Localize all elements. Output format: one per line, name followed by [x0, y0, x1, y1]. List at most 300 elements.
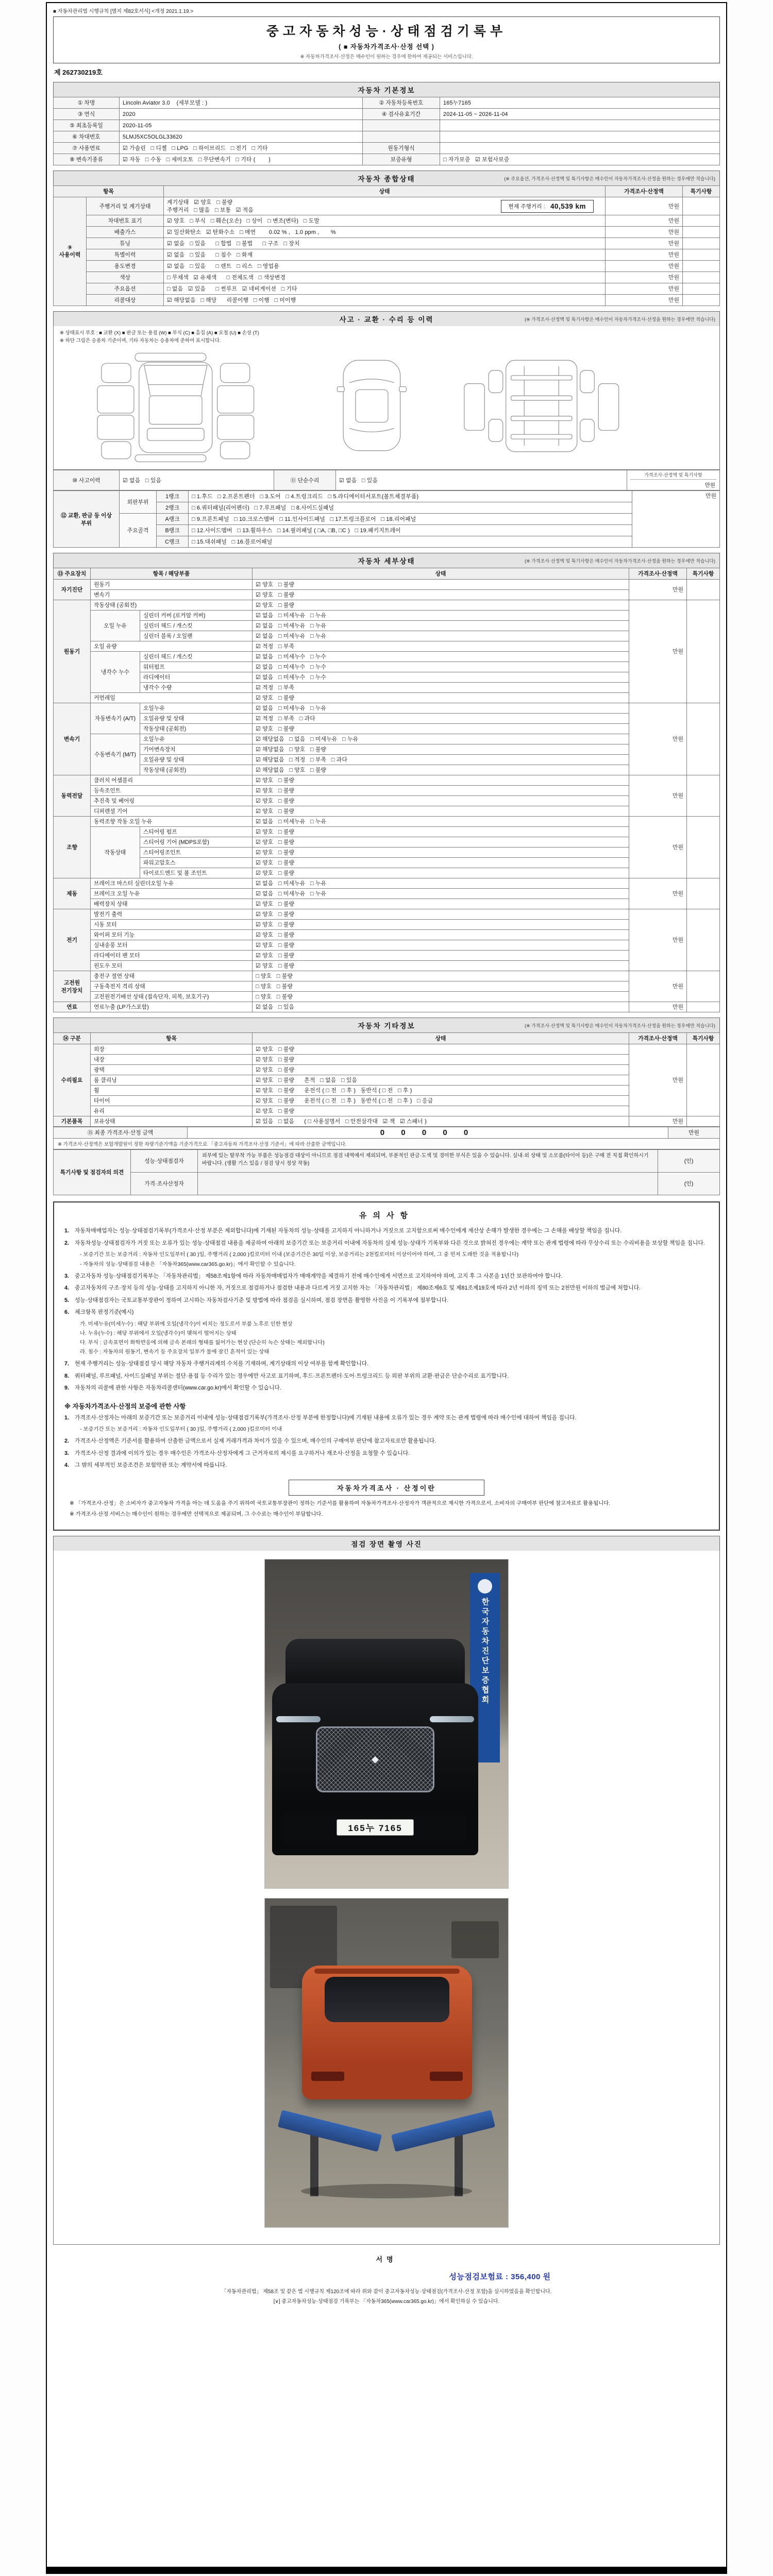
device-status-cell[interactable]: □ 양호 □ 불량: [253, 992, 629, 1002]
price-cell: 만원: [606, 215, 683, 227]
rank-items[interactable]: □ 1.후드 □ 2.프론트펜더 □ 3.도어 □ 4.트렁크리드 □ 5.라디에이터서포트(볼트체결부품): [189, 491, 632, 502]
device-status-cell[interactable]: □ 양호 □ 불량: [253, 971, 629, 981]
device-status-cell[interactable]: ☑ 해당없음 □ 없음 □ 미세누유 □ 누유: [253, 734, 629, 744]
document-title: 중고자동차성능·상태점검기록부: [266, 24, 507, 39]
notice-item-text: 중고자동차 성능·상태점검기록부는 「자동차관리법」 제58조제1항에 따라 자동차매매업자가 매매계약을 체결하기 전에 매수인에게 서면으로 고지하여야 하며, 고지 후 그 사본을 1년간 보관하여야 합니다.: [75, 1273, 563, 1279]
device-status-cell[interactable]: ☑ 양호 □ 불량: [253, 868, 629, 878]
inspection-photo-front: [264, 1559, 509, 1889]
opinion-text-inspector: 외부에 있는 탈부착 가능 부품은 성능점검 대상이 아니므로 점검 내역에서 제외되며, 부분적인 판금·도색 및 경미한 부식은 있을 수 있습니다. 실내·외 상태 및 소모품(타이어 등)은 구매 전 직접 확인하시기 바랍니다. (생활 기스 있음 / 점검 당시 정상 작동): [198, 1150, 658, 1173]
device-row: [54, 744, 720, 755]
device-row: [54, 641, 720, 652]
note-cell: [683, 215, 720, 227]
note-cell: [683, 283, 720, 295]
device-row: [54, 631, 720, 641]
device-item-label: 보유상태: [91, 1116, 253, 1127]
basic-field-value: 165누7165: [440, 97, 720, 109]
device-row: [54, 611, 720, 621]
rank-label: 1랭크: [157, 491, 189, 502]
opinion-row-appraiser: [54, 1173, 720, 1195]
section-etc: [53, 1018, 720, 1195]
basic-info-row: [54, 109, 720, 120]
device-item-label: 커먼레일: [91, 693, 253, 703]
lift-ramp-left: [278, 2110, 382, 2151]
summary-status-cell[interactable]: ☑ 양호 □ 부식 □ 훼손(오손) □ 상이 □ 변조(변타) □ 도말: [164, 215, 606, 227]
rank-label: 2랭크: [157, 502, 189, 514]
device-row: [54, 1116, 720, 1127]
accident-header: [53, 311, 720, 326]
basic-info-header: [53, 82, 720, 97]
car-rear: [302, 1965, 472, 2099]
price-cell: 만원: [606, 261, 683, 272]
summary-item-label: 주요옵션: [87, 283, 164, 295]
device-row: [54, 672, 720, 683]
document-subtitle: ( ■ 자동차가격조사·산정 선택 ): [339, 43, 434, 50]
device-row: [54, 940, 720, 951]
notice-item-text: 체크항목 판정기준(예시): [75, 1309, 134, 1316]
price-cell: 만원: [606, 272, 683, 283]
headlight-right: [430, 1716, 474, 1722]
device-status-cell[interactable]: ☑ 없음 □ 미세누유 □ 누유: [253, 621, 629, 631]
device-item-label: 와이퍼 모터 기능: [91, 930, 253, 940]
device-item-label: 브레이크 오일 누유: [91, 889, 253, 899]
top-view-diagram: [337, 361, 406, 451]
device-row: [54, 868, 720, 878]
note-cell: [683, 295, 720, 306]
simple-repair-status[interactable]: ☑ 없음 □ 있음: [336, 470, 627, 490]
device-status-cell[interactable]: ☑ 적정 □ 부족 □ 과다: [253, 714, 629, 724]
device-row: [54, 600, 720, 611]
notice-item-number: 8.: [64, 1372, 70, 1379]
taillight-right: [430, 2072, 463, 2081]
device-item-label: 타이로드엔드 및 볼 조인트: [140, 868, 253, 878]
document-header: [53, 16, 720, 63]
basic-info-row: [54, 120, 720, 131]
notice-item-text: 중고자동차의 구조·장치 등의 성능·상태를 고지하지 아니한 자, 거짓으로 점검하거나 점검한 내용과 다르게 거짓 고지한 자는 「자동차관리법」 제80조제6호 및 제81조제19호에 따라 2년 이하의 징역 또는 2천만원 이하의 벌금에 처합니다.: [75, 1285, 641, 1292]
device-item-label: 오일유량 및 상태: [140, 714, 253, 724]
device-item-label: 디퍼렌셜 기어: [91, 806, 253, 817]
association-banner-text: 한국자동차진단보증협회: [480, 1597, 490, 1705]
device-item-label: 등속조인트: [91, 786, 253, 796]
price-cell: 만원: [606, 197, 683, 215]
note-cell: [687, 971, 720, 1002]
note-cell: [683, 249, 720, 261]
notice-item-number: 5.: [64, 1297, 70, 1303]
basic-field-label: ⑧ 변속기종류: [54, 154, 120, 165]
price-cell: 만원: [629, 1116, 687, 1127]
device-item-label: 작동상태 (공회전): [140, 765, 253, 775]
note-cell: [687, 775, 720, 817]
vehicle-damage-diagram: [59, 346, 714, 466]
device-header-row: [54, 568, 720, 580]
etc-table: [53, 1032, 720, 1127]
opinion-row-inspector: [54, 1150, 720, 1173]
summary-row: [54, 238, 720, 249]
exchange-panel-table: [53, 490, 720, 548]
basic-info-row: [54, 97, 720, 109]
price-note-header: 가격조사·산정액 및 특기사항: [630, 471, 716, 480]
summary-header: [53, 171, 720, 185]
device-item-label: 스티어링 기어 (MDPS포함): [140, 837, 253, 848]
basic-field-value[interactable]: ☑ 가솔린 □ 디젤 □ LPG □ 하이브리드 □ 전기 □ 기타: [120, 143, 363, 154]
basic-field-label: ⑦ 사용연료: [54, 143, 120, 154]
device-sub-label: 수동변속기 (M/T): [91, 734, 140, 775]
device-status-cell[interactable]: ☑ 있음 □ 없음 ( □ 사용설명서 □ 안전삼각대 ☑ 잭 ☑ 스패너 ): [253, 1116, 629, 1127]
notice-item-subitem: 다. 부식 : 금속표면이 화학반응에 의해 금속 본래의 형태를 잃어가는 현상 (단순히 녹슨 상태는 제외합니다): [80, 1340, 325, 1346]
device-status-cell[interactable]: ☑ 없음 □ 있음: [253, 1002, 629, 1012]
note-cell: [683, 238, 720, 249]
rank-items[interactable]: □ 15.대쉬패널 □ 16.플로어패널: [189, 536, 632, 548]
device-row: [54, 1002, 720, 1012]
device-status-cell[interactable]: ☑ 해당없음 □ 양호 □ 불량: [253, 744, 629, 755]
gauge-status-line[interactable]: 계기상태 ☑ 양호 □ 불량: [167, 199, 233, 206]
photo-area: [53, 1551, 720, 2245]
device-status-cell[interactable]: ☑ 양호 □ 불량: [253, 1044, 629, 1055]
device-status-cell[interactable]: ☑ 양호 □ 불량: [253, 930, 629, 940]
summary-status-cell[interactable]: □ 없음 ☑ 있음 □ 썬루프 ☑ 네비게이션 □ 기타: [164, 283, 606, 295]
device-header-row: [54, 1033, 720, 1044]
summary-row: [54, 249, 720, 261]
notice-item: [64, 1372, 709, 1381]
summary-item-label: 용도변경: [87, 261, 164, 272]
notice-item-subitem: 라. 침수 : 자동차의 원동기, 변속기 등 주요장치 일부가 물에 잠긴 흔적이 있는 상태: [80, 1349, 270, 1355]
device-item-label: 실린더 블록 / 오일팬: [140, 631, 253, 641]
device-item-label: 냉각수 수량: [140, 683, 253, 693]
device-item-label: 작동상태 (공회전): [91, 600, 253, 611]
device-item-label: 오일누유: [140, 734, 253, 744]
warranty-item-text: 그 밖의 세부적인 보증조건은 보험약관 또는 계약서에 따릅니다.: [75, 1462, 227, 1469]
col-header-note: 특기사항: [687, 1033, 720, 1044]
device-group-label: 조향: [54, 817, 91, 878]
device-status-cell[interactable]: ☑ 없음 □ 미세누수 □ 누수: [253, 662, 629, 672]
device-status-cell[interactable]: ☑ 양호 □ 불량: [253, 724, 629, 734]
device-row: [54, 775, 720, 786]
device-item-label: 실린더 헤드 / 개스킷: [140, 652, 253, 662]
etc-header: [53, 1018, 720, 1032]
definition-line: ※ 가격조사·산정 서비스는 매수인이 원하는 경우에만 선택적으로 제공되며, 그 수수료는 매수인이 부담합니다.: [70, 1511, 323, 1517]
device-row: [54, 693, 720, 703]
notice-item-subitem: 가. 미세누유(미세누수) : 해당 부위에 오일(냉각수)이 비치는 정도로서 부품 노후로 인한 현상: [80, 1321, 293, 1327]
accident-history-label: ⑩ 사고이력: [54, 470, 120, 490]
device-status-cell[interactable]: ☑ 없음 □ 미세누유 □ 누유: [253, 889, 629, 899]
warranty-item-number: 4.: [64, 1462, 70, 1469]
warranty-item: [64, 1414, 709, 1422]
note-cell: [683, 227, 720, 238]
price-basis-row: [54, 1139, 720, 1149]
device-status-cell[interactable]: ☑ 양호 □ 불량 운전석 ( □ 전 □ 후 ) 동반석 ( □ 전 □ 후 ): [253, 1086, 629, 1096]
device-item-label: 충전구 절연 상태: [91, 971, 253, 981]
device-status-cell[interactable]: □ 양호 □ 불량: [253, 981, 629, 992]
col-header-device: ⑬ 주요장치: [54, 568, 91, 580]
warranty-item-number: 2.: [64, 1438, 70, 1445]
notice-item-subitem: 나. 누유(누수) : 해당 부위에서 오일(냉각수)이 맺혀서 떨어지는 상태: [80, 1330, 237, 1336]
device-item-label: 동력조향 작동 오일 누유: [91, 817, 253, 827]
headlight-left: [276, 1716, 321, 1722]
device-sub-label: 오일 누유: [91, 611, 140, 641]
device-status-cell[interactable]: ☑ 양호 □ 불량: [253, 786, 629, 796]
warranty-item-subitem: - 보증기간 또는 보증거리 : 자동차 인도일부터 ( 30 )일, 주행거리 ( 2,000 )킬로미터 이내: [80, 1427, 282, 1433]
summary-item-label: 배출가스: [87, 227, 164, 238]
photos-header: [53, 1536, 720, 1551]
device-status-cell[interactable]: ☑ 해당없음 □ 적정 □ 부족 □ 과다: [253, 755, 629, 765]
col-header-price: 가격조사·산정액: [629, 1033, 687, 1044]
opinion-author-appraiser: 가격·조사산정자: [131, 1173, 198, 1195]
final-price-table: [53, 1127, 720, 1149]
section-accident-history: [53, 311, 720, 548]
summary-status-cell[interactable]: ☑ 없음 □ 있음 □ 침수 □ 화재: [164, 249, 606, 261]
device-status-cell[interactable]: ☑ 없음 □ 미세누유 □ 누유: [253, 703, 629, 714]
accident-diagram-area: [53, 326, 720, 470]
price-cell: 만원: [629, 1002, 687, 1012]
device-row: [54, 827, 720, 837]
device-status-cell[interactable]: ☑ 양호 □ 불량: [253, 961, 629, 971]
device-item-label: 실린더 커버 (로커암 커버): [140, 611, 253, 621]
note-cell: [683, 197, 720, 215]
mileage-row: [167, 198, 602, 214]
insurance-fee: 성능점검보험료 : 356,400 원: [449, 2272, 551, 2281]
device-status-cell[interactable]: ☑ 양호 □ 불량 흔적 □ 없음 □ 있음: [253, 1075, 629, 1086]
device-status-cell[interactable]: ☑ 양호 □ 불량 운전석 ( □ 전 □ 후 ) 동반석 ( □ 전 □ 후 ) □ 응급: [253, 1096, 629, 1106]
notice-item-number: 7.: [64, 1361, 70, 1367]
device-item-label: 추진축 및 베어링: [91, 796, 253, 806]
rank-items[interactable]: □ 6.쿼터패널(리어펜더) □ 7.루프패널 □ 8.사이드실패널: [189, 502, 632, 514]
inspector-stamp-cell: (인): [658, 1150, 720, 1173]
device-row: [54, 786, 720, 796]
summary-item-label: 튜닝: [87, 238, 164, 249]
device-item-label: 광택: [91, 1065, 253, 1075]
device-status-cell[interactable]: ☑ 양호 □ 불량: [253, 1055, 629, 1065]
device-row: [54, 1096, 720, 1106]
device-status-cell[interactable]: ☑ 양호 □ 불량: [253, 899, 629, 909]
basic-info-row: [54, 154, 720, 165]
device-status-cell[interactable]: ☑ 양호 □ 불량: [253, 940, 629, 951]
device-status-cell[interactable]: ☑ 적정 □ 부족: [253, 641, 629, 652]
device-row: [54, 724, 720, 734]
notice-item-text: 자동차성능·상태점검자가 거짓 또는 오류가 있는 성능·상태점검 내용을 제공하여 아래의 보증기간 또는 보증거리 이내에 자동차의 실제 성능·상태가 기록부와 다른 것으로 밝혀진 경우에는 계약 또는 관계 법령에 따라 무상수리 또는 수리비용을 보상할 책임을 집니다.: [75, 1240, 705, 1246]
section-detail: [53, 553, 720, 1012]
device-row: [54, 755, 720, 765]
signature-note: [∨] 중고자동차성능·상태점검 기록부는 「자동차365(www.car365.go.kr)」에서 확인하실 수 있습니다.: [273, 2298, 500, 2304]
rank-row: [54, 491, 720, 502]
status-lines: [167, 198, 254, 214]
device-status-cell[interactable]: ☑ 없음 □ 미세누유 □ 누유: [253, 817, 629, 827]
notice-item-number: 3.: [64, 1273, 70, 1279]
device-status-cell[interactable]: ☑ 양호 □ 불량: [253, 848, 629, 858]
device-item-label: 파워고압호스: [140, 858, 253, 868]
device-item-label: 원동기: [91, 580, 253, 590]
device-item-label: 배력장치 상태: [91, 899, 253, 909]
device-status-cell[interactable]: ☑ 양호 □ 불량: [253, 827, 629, 837]
definition-lines: [64, 1500, 709, 1519]
device-row: [54, 662, 720, 672]
car-spoiler: [314, 1969, 460, 1974]
diagram-legend-line1: ※ 상태표시 부호 : ■ 교환 (X) ■ 판금 또는 용접 (W) ■ 부식 (C) ■ 흠집 (A) ■ 요철 (U) ■ 손상 (T): [60, 330, 259, 336]
accident-history-status[interactable]: ☑ 없음 □ 있음: [120, 470, 274, 490]
notice-item: [64, 1284, 709, 1293]
car-grille: [316, 1726, 434, 1792]
basic-field-label: ② 자동차등록번호: [363, 97, 440, 109]
accident-history-table: [53, 470, 720, 490]
notice-item: [64, 1296, 709, 1305]
warranty-list: [64, 1414, 709, 1470]
device-status-cell[interactable]: ☑ 양호 □ 불량: [253, 1106, 629, 1116]
device-item-label: 스티어링조인트: [140, 848, 253, 858]
summary-status-cell[interactable]: ☑ 없음 □ 있음 □ 렌트 □ 리스 □ 영업용: [164, 261, 606, 272]
device-status-cell[interactable]: ☑ 양호 □ 불량: [253, 806, 629, 817]
summary-status-cell[interactable]: [164, 197, 606, 215]
summary-status-cell[interactable]: ☑ 해당없음 □ 해당 리콜이행 □ 이행 □ 미이행: [164, 295, 606, 306]
summary-item-label: 차대번호 표기: [87, 215, 164, 227]
note-cell: [683, 272, 720, 283]
basic-field-label: ① 차명: [54, 97, 120, 109]
notice-item-text: 자동차매매업자는 성능·상태점검기록부(가격조사·산정 부분은 제외합니다)에 기재된 자동차의 성능·상태를 고지하지 아니하거나 거짓으로 고지함으로써 매수인에게 재산상 손해가 발생한 경우에는 그 손해를 배상할 책임을 집니다.: [75, 1228, 622, 1234]
device-status-cell[interactable]: ☑ 양호 □ 불량: [253, 951, 629, 961]
device-item-label: 실린더 헤드 / 개스킷: [140, 621, 253, 631]
device-group-label: 고전원 전기장치: [54, 971, 91, 1002]
device-row: [54, 981, 720, 992]
device-status-cell[interactable]: ☑ 적정 □ 부족: [253, 683, 629, 693]
price-cell: 만원: [606, 227, 683, 238]
notice-item-text: 성능·상태점검자는 국토교통부장관이 정하여 고시하는 자동차검사기준 및 방법에 따라 점검을 실시하며, 점검 장면을 촬영한 사진을 이 기록부에 첨부합니다.: [75, 1297, 449, 1303]
warranty-header: ※ 자동차가격조사·산정의 보증에 관한 사항: [64, 1402, 186, 1410]
summary-row: [54, 261, 720, 272]
summary-row: [54, 272, 720, 283]
odometer-label: 현재 주행거리 :: [508, 203, 545, 210]
lift-post-right: [455, 2129, 463, 2196]
summary-status-cell[interactable]: □ 무채색 ☑ 유채색 □ 전체도색 □ 색상변경: [164, 272, 606, 283]
notice-item-number: 1.: [64, 1228, 70, 1234]
device-item-label: 내장: [91, 1055, 253, 1065]
lincoln-emblem-icon: ◆: [372, 1754, 379, 1765]
device-row: [54, 806, 720, 817]
device-status-cell[interactable]: ☑ 해당없음 □ 양호 □ 불량: [253, 765, 629, 775]
basic-field-value[interactable]: ☑ 자동 □ 수동 □ 세미오토 □ 무단변속기 □ 기타 ( ): [120, 154, 363, 165]
device-row: [54, 858, 720, 868]
device-status-cell[interactable]: ☑ 양호 □ 불량: [253, 909, 629, 920]
device-row: [54, 765, 720, 775]
final-price-value: 0 0 0 0 0: [188, 1127, 668, 1139]
device-status-cell[interactable]: ☑ 양호 □ 불량: [253, 590, 629, 600]
inspection-photo-lift: [264, 1898, 509, 2228]
device-row: [54, 878, 720, 889]
notice-item-number: 2.: [64, 1240, 70, 1246]
device-item-label: 윈도우 모터: [91, 961, 253, 971]
exchange-panel-label: ⑫ 교환, 판금 등 이상 부위: [54, 491, 120, 548]
device-status-cell[interactable]: ☑ 양호 □ 불량: [253, 837, 629, 848]
note-cell: [687, 1116, 720, 1127]
price-cell: 만원: [606, 295, 683, 306]
basic-field-value: 2024-11-05 ~ 2026-11-04: [440, 109, 720, 120]
col-header-note: 특기사항: [687, 568, 720, 580]
device-row: [54, 734, 720, 744]
basic-field-value: 2020: [120, 109, 363, 120]
device-status-cell[interactable]: ☑ 양호 □ 불량: [253, 858, 629, 868]
device-item-label: 고전원전기배선 상태 (접속단자, 피복, 보호기구): [91, 992, 253, 1002]
device-sub-label: 작동상태: [91, 827, 140, 878]
section-summary: [53, 171, 720, 306]
device-item-label: 휠: [91, 1086, 253, 1096]
device-group-label: 전기: [54, 909, 91, 971]
device-status-cell[interactable]: ☑ 양호 □ 불량: [253, 693, 629, 703]
device-status-cell[interactable]: ☑ 양호 □ 불량: [253, 920, 629, 930]
accident-price-cell: [627, 470, 720, 490]
basic-field-value: 2020-11-05: [120, 120, 363, 131]
rank-label: B랭크: [157, 525, 189, 536]
device-status-cell[interactable]: ☑ 없음 □ 미세누수 □ 누수: [253, 672, 629, 683]
device-status-cell[interactable]: ☑ 양호 □ 불량: [253, 1065, 629, 1075]
final-price-unit: 만원: [668, 1127, 720, 1139]
rank-items[interactable]: □ 12.사이드멤버 □ 13.휠하우스 □ 14.필러패널 ( □A, □B, □C ) □ 19.패키지트레이: [189, 525, 632, 536]
section-basic-info: [53, 82, 720, 165]
device-row: [54, 889, 720, 899]
device-item-label: 워터펌프: [140, 662, 253, 672]
notice-title: 유의사항: [359, 1211, 414, 1221]
device-row: [54, 992, 720, 1002]
basic-info-table: [53, 97, 720, 165]
summary-status-cell[interactable]: ☑ 일산화탄소 ☑ 탄화수소 □ 매연 0.02 % , 1.0 ppm , %: [164, 227, 606, 238]
device-status-cell[interactable]: ☑ 없음 □ 미세누유 □ 누유: [253, 611, 629, 621]
col-header-device: ⑭ 구분: [54, 1033, 91, 1044]
device-group-label: 기본품목: [54, 1116, 91, 1127]
basic-field-label: 원동기형식: [363, 143, 440, 154]
device-status-cell[interactable]: ☑ 없음 □ 미세누수 □ 누수: [253, 652, 629, 662]
summary-status-cell[interactable]: ☑ 없음 □ 있음 □ 합법 □ 불법 □ 구조 □ 장치: [164, 238, 606, 249]
device-item-label: 구동축전지 격리 상태: [91, 981, 253, 992]
device-group-label: 수리필요: [54, 1044, 91, 1116]
notice-item-number: 9.: [64, 1385, 70, 1392]
price-cell: 만원: [629, 580, 687, 600]
section-photos: [53, 1536, 720, 2245]
device-row: [54, 817, 720, 827]
definition-line: ※ 「가격조사·산정」은 소비자가 중고자동차 가격을 아는 데 도움을 주기 위하여 국토교통부장관이 정하는 기준서를 활용하여 자동차가격조사·산정자가 객관적으로 제시한 가격으로서, 소비자의 구매여부 판단에 참고자료로 활용됩니다.: [70, 1500, 611, 1506]
price-cell: 만원: [629, 817, 687, 878]
device-item-label: 시동 모터: [91, 920, 253, 930]
basic-field-value[interactable]: □ 자가보증 ☑ 보험사보증: [440, 154, 720, 165]
device-status-cell[interactable]: ☑ 양호 □ 불량: [253, 775, 629, 786]
device-item-label: 유리: [91, 1106, 253, 1116]
odometer-value: 40,539 km: [550, 202, 586, 210]
photos-header-label: 점검 장면 촬영 사진: [351, 1540, 422, 1548]
device-status-cell[interactable]: ☑ 양호 □ 불량: [253, 600, 629, 611]
device-item-label: 변속기: [91, 590, 253, 600]
warranty-item: [64, 1449, 709, 1458]
summary-header-row: [54, 186, 720, 197]
basic-field-label: ⑤ 최초등록일: [54, 120, 120, 131]
notice-box: [53, 1201, 720, 1530]
device-status-cell[interactable]: ☑ 양호 □ 불량: [253, 580, 629, 590]
device-status-cell[interactable]: ☑ 양호 □ 불량: [253, 796, 629, 806]
mileage-status-line[interactable]: 주행거리 □ 많음 □ 보통 ☑ 적음: [167, 207, 254, 213]
device-row: [54, 1065, 720, 1075]
device-item-label: 클러치 어셈블리: [91, 775, 253, 786]
opinion-table: [53, 1149, 720, 1195]
rank-row: [54, 514, 720, 525]
notice-item: [64, 1384, 709, 1393]
device-sub-label: 자동변속기 (A/T): [91, 703, 140, 734]
device-item-label: 오일유량 및 상태: [140, 755, 253, 765]
device-item-label: 발전기 출력: [91, 909, 253, 920]
price-cell: 만원: [629, 775, 687, 817]
device-status-cell[interactable]: ☑ 없음 □ 미세누유 □ 누유: [253, 878, 629, 889]
summary-item-label: 리콜대상: [87, 295, 164, 306]
warranty-item-text: 가격조사·산정 결과에 이의가 있는 경우 매수인은 가격조사·산정자에게 그 근거자료의 제시를 요구하거나 재조사·산정을 요청할 수 있습니다.: [75, 1450, 410, 1456]
diagram-legend-line2: ※ 하단 그림은 승용차 기준이며, 기타 자동차는 승용차에 준하여 표시합니다.: [60, 337, 221, 344]
basic-field-label: ④ 검사유효기간: [363, 109, 440, 120]
device-item-label: 기어변속장치: [140, 744, 253, 755]
note-cell: [687, 1002, 720, 1012]
rank-items[interactable]: □ 9.프론트패널 □ 10.크로스멤버 □ 11.인사이드패널 □ 17.트렁크플로어 □ 18.리어패널: [189, 514, 632, 525]
col-header-note: 특기사항: [683, 186, 720, 197]
device-status-cell[interactable]: ☑ 없음 □ 미세누유 □ 누유: [253, 631, 629, 641]
